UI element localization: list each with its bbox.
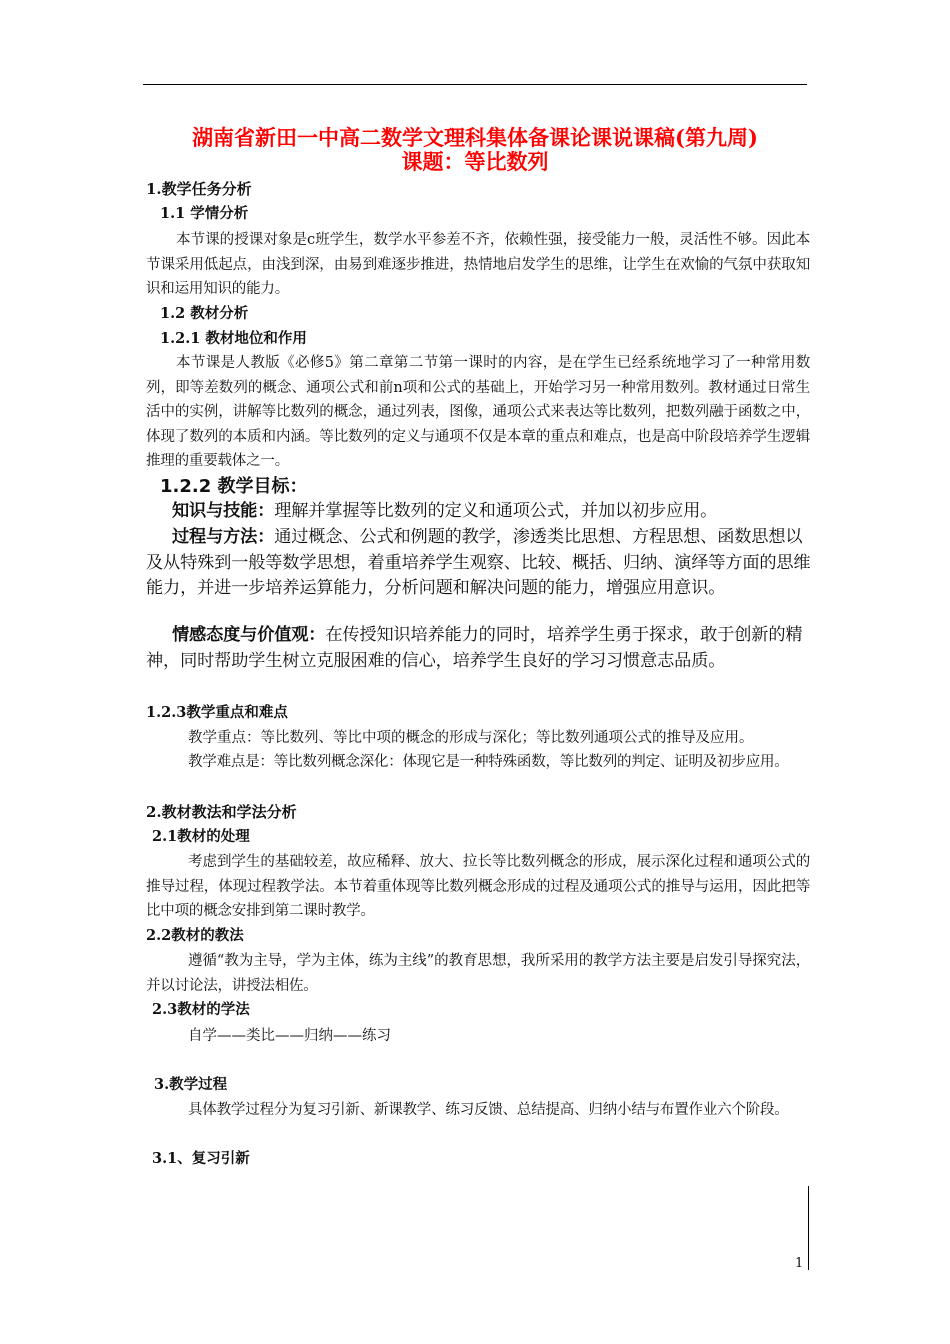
section-1-2-3-heading: 1.2.3教学重点和难点 (146, 704, 288, 721)
lesson-topic-title: 课题：等比数列 (401, 149, 549, 174)
page-border-line (808, 1186, 809, 1270)
section-2-1-span: 考虑到学生的基础较差，故应稀释、放大、拉长等比数列概念的形成，展示深化过程和通项公式的推导过程，体现过程教学法。本节着重体现等比数列概念形成的过程及通项公式的推导与运用，因此把等比中项的概念安排到第二课时教学。 (146, 854, 810, 920)
section-2-2-heading: 2.2教材的教法 (146, 927, 244, 944)
section-1-heading: 1.教学任务分析 (146, 180, 252, 198)
section-3-text (146, 1098, 810, 1123)
section-2-2-text (146, 949, 810, 998)
difficulty-span: 教学难点是：等比数列概念深化：体现它是一种特殊函数，等比数列的判定、证明及初步应用。 (188, 754, 789, 770)
goal-process-label: 过程与方法： (172, 527, 275, 547)
section-1-2-1-heading: 1.2.1 教材地位和作用 (160, 330, 307, 347)
section-2-1-heading: 2.1教材的处理 (152, 828, 250, 845)
section-3-heading: 3.教学过程 (154, 1076, 228, 1093)
goal-knowledge-skills (146, 499, 814, 525)
section-3-span: 具体教学过程分为复习引新、新课教学、练习反馈、总结提高、归纳小结与布置作业六个阶段。 (188, 1102, 789, 1118)
goal-attitude-text: 在传授知识培养能力的同时，培养学生勇于探求，敢于创新的精神，同时帮助学生树立克服困难的信心，培养学生良好的学习习惯意志品质。 (146, 625, 803, 671)
section-2-2-span: 遵循“教为主导，学为主体，练为主线”的教育思想，我所采用的教学方法主要是启发引导探究法，并以讨论法，讲授法相佐。 (146, 953, 810, 994)
goal-knowledge-text: 理解并掌握等比数列的定义和通项公式，并加以初步应用。 (274, 501, 718, 521)
section-1-1-text: 本节课的授课对象是c班学生，数学水平参差不齐，依赖性强，接受能力一般，灵活性不够。因此本节课采用低起点，由浅到深，由易到难逐步推进，热情地启发学生的思维，让学生在欢愉的气氛中获取知识和运用知识的能力。 (146, 232, 810, 298)
section-1-2-heading: 1.2 教材分析 (160, 305, 249, 322)
goal-process-text: 通过概念、公式和例题的教学，渗透类比思想、方程思想、函数思想以及从特殊到一般等数学思想，着重培养学生观察、比较、概括、归纳、演绎等方面的思维能力，并进一步培养运算能力，分析问题和解决问题的能力，增强应用意识。 (146, 527, 811, 598)
goal-attitude-values (146, 623, 814, 674)
document-title: 湖南省新田一中高二数学文理科集体备课论课说课稿(第九周) (192, 125, 758, 150)
section-2-heading: 2.教材教法和学法分析 (146, 803, 297, 821)
section-3-1-heading: 3.1、复习引新 (152, 1150, 250, 1167)
key-point-text: 教学重点：等比数列、等比中项的概念的形成与深化；等比数列通项公式的推导及应用。 (188, 730, 754, 746)
goal-process-methods (146, 525, 814, 602)
section-2-3-heading: 2.3教材的学法 (152, 1001, 250, 1018)
section-2-3-text: 自学——类比——归纳——练习 (188, 1028, 391, 1044)
goal-attitude-label: 情感态度与价值观： (172, 625, 326, 645)
difficulty-text (146, 750, 810, 775)
page-number: 1 (795, 1256, 804, 1271)
section-1-1-heading: 1.1 学情分析 (160, 205, 249, 222)
section-1-2-2-heading: 1.2.2 教学目标： (160, 476, 308, 497)
goal-knowledge-label: 知识与技能： (172, 501, 275, 521)
header-rule (143, 84, 807, 85)
section-1-2-1-text: 本节课是人教版《必修5》第二章第二节第一课时的内容，是在学生已经系统地学习了一种常用数列，即等差数列的概念、通项公式和前n项和公式的基础上，开始学习另一种常用数列。教材通过日常生活中的实例，讲解等比数列的概念，通过列表，图像，通项公式来表达等比数列，把数列融于函数之中，体现了数列的本质和内涵。等比数列的定义与通项不仅是本章的重点和难点，也是高中阶段培养学生逻辑推理的重要载体之一。 (146, 355, 810, 470)
section-2-1-text (146, 850, 810, 924)
